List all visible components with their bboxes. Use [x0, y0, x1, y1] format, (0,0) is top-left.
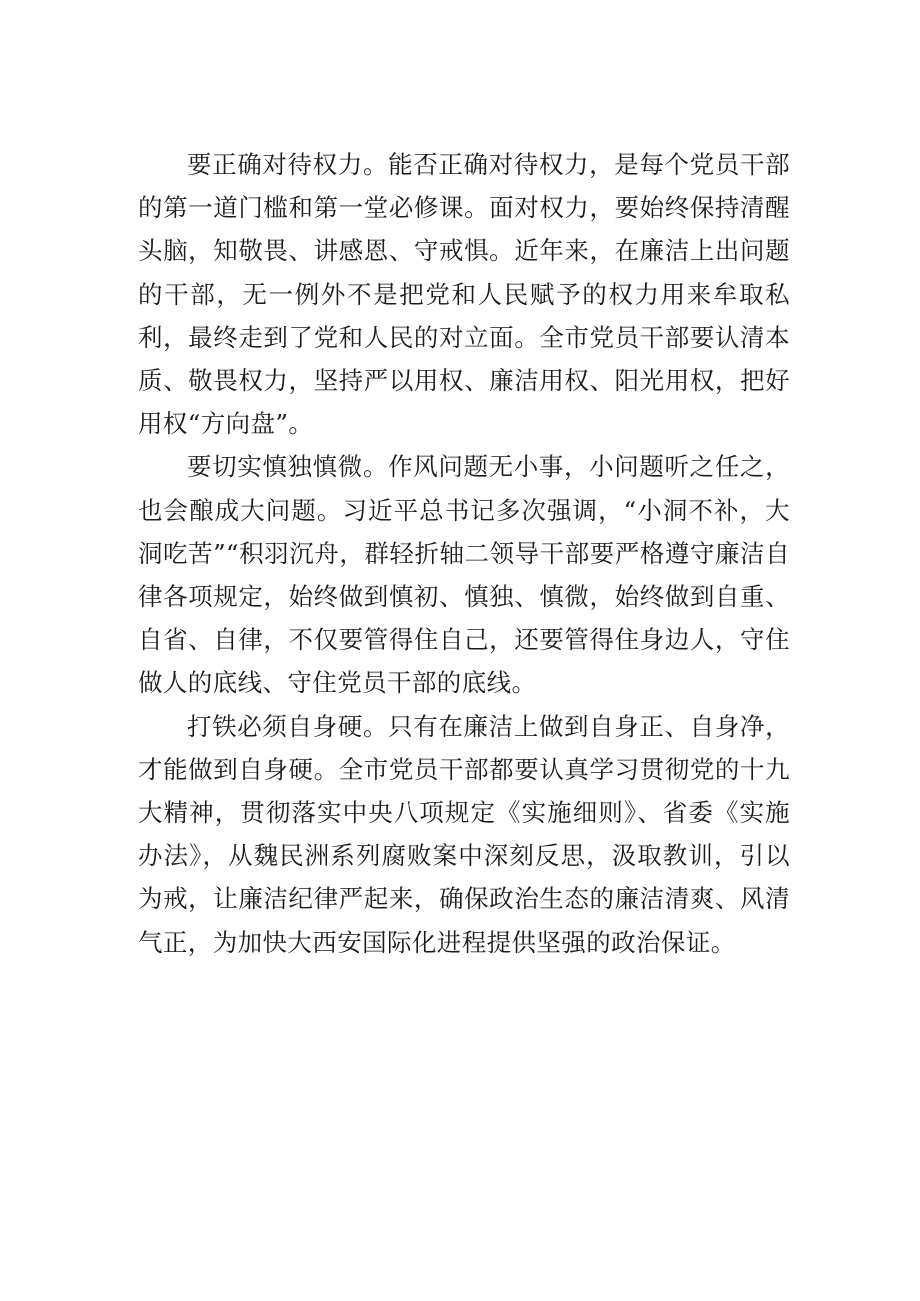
document-body [138, 143, 790, 964]
paragraph-integrity: 打铁必须自身硬。只有在廉洁上做到自身正、自身净，才能做到自身硬。全市党员干部都要认真学习贯彻党的十九大精神，贯彻落实中央八项规定《实施细则》、省委《实施办法》，从魏民洲系列腐败案中深刻反思，汲取教训，引以为戒，让廉洁纪律严起来，确保政治生态的廉洁清爽、风清气正，为加快大西安国际化进程提供坚强的政治保证。 [138, 711, 790, 957]
paragraph-power: 要正确对待权力。能否正确对待权力，是每个党员干部的第一道门槛和第一堂必修课。面对权力，要始终保持清醒头脑，知敬畏、讲感恩、守戒惧。近年来，在廉洁上出问题的干部，无一例外不是把党和人民赋予的权力用来牟取私利，最终走到了党和人民的对立面。全市党员干部要认清本质、敬畏权力，坚持严以用权、廉洁用权、阳光用权，把好用权“方向盘”。 [138, 150, 790, 439]
paragraph-self-discipline: 要切实慎独慎微。作风问题无小事，小问题听之任之，也会酿成大问题。习近平总书记多次强调，“小洞不补，大洞吃苦”“积羽沉舟，群轻折轴二领导干部要严格遵守廉洁自律各项规定，始终做到慎初、慎独、慎微，始终做到自重、自省、自律，不仅要管得住自己，还要管得住身边人，守住做人的底线、守住党员干部的底线。 [138, 452, 790, 698]
